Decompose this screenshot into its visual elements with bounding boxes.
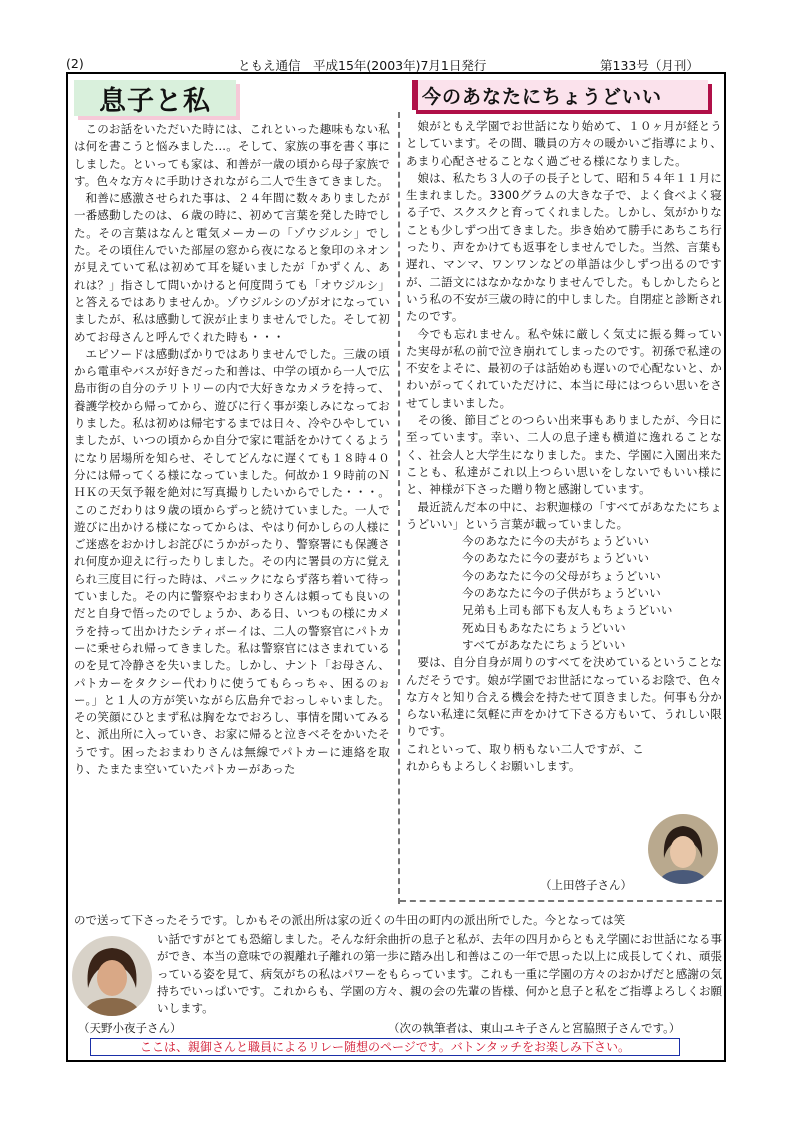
right-paragraph: 娘は、私たち３人の子の長子として、昭和５４年１１月に生まれました。3300グラムの大きな子で、よく食べよく寝る子で、スクスクと育ってくれました。しかし、気がかりなことも少しずつ出てきました。歩き始めて勝手にあちこち行ったり、声をかけても返事をしませんでした。当然、言葉も遅れ、マンマ、ワンワンなどの単語は少しずつ出るのですが、二語文にはなかなかなりませんでした。もしかしたらという私の不安が三歳の時に的中しました。自閉症と診断されたのです。 [406,170,722,324]
left-article-continuation: ので送って下さったそうです。しかもその派出所は家の近くの牛田の町内の派出所でした。今となっては笑 [74,913,626,927]
left-author: （天野小夜子さん） [78,1021,182,1035]
left-article-continuation-indented: い話ですがとても恐縮しました。そんな紆余曲折の息子と私が、去年の四月からともえ学園にお世話になる事ができ、本当の意味での親離れ子離れの第一歩に踏み出し和善はこの一年で思った以上に成長してくれ、頑張っている姿を見て、病気がちの私はパワーをもらっています。これも一重に学園の方々のおかげだと感謝の気持ちでいっぱいです。これからも、学園の方々、親の会の先輩の皆様、何かと息子と私をご指導よろしくお願いします。 [157,932,722,1016]
poem-line: 今のあなたに今の妻がちょうどいい [462,551,650,566]
poem-line: 今のあなたに今の子供がちょうどいい [462,586,661,601]
left-article-body [74,121,390,778]
left-article-title: 息子と私 [74,80,236,116]
poem-line: 今のあなたに今の夫がちょうどいい [462,534,650,549]
right-paragraph: その後、節目ごとのつらい出来事もありましたが、今日に至っています。幸い、二人の息子達も横道に逸れることなく、社会人と大学生になりました。また、学園に入園出来たことも、私達がこれ以上つらい思いをしないでもいい様にと、神様が下さった贈り物と感謝しています。 [406,413,722,497]
author-photo [72,936,152,1016]
poem-line: 死ぬ日もあなたにちょうどいい [462,620,626,635]
left-paragraph: このお話をいただいた時には、これといった趣味もない私は何を書こうと悩みました…。そして、家族の事を書く事にしました。といっても家は、和善が一歳の頃から母子家族です。色々な方々に手助けされながら二人で生きてきました。 [74,122,390,188]
author-photo [648,814,718,884]
right-closing: これといって、取り柄もない二人ですが、これからもよろしくお願いします。 [406,741,644,773]
left-paragraph: 和善に感激させられた事は、２４年間に数々ありましたが一番感動したのは、６歳の時に、初めて言葉を発した時でした。その言葉はなんと電気メーカーの「ゾウジルシ」でした。その頃住んでいた部屋の窓から夜になると象印のネオンが見えていて私は初めて耳を疑いましたが「かずくん、あれは？」指さして問いかけると何度問うても「オウジルシ」と答えるではありませんか。ゾウジルシのゾがオになっていましたが、私は感動して涙が止まりませんでした。そして初めてお母さんと呼んでくれた時も・・・ [74,191,390,344]
left-paragraph: エピソードは感動ばかりではありませんでした。三歳の頃から電車やバスが好きだった和善は、中学の頃から一人で広島市街の自分のテリトリーの内で大好きなカメラを持って、養護学校から帰ってから、遊びに行く事が楽しみになっておりました。私は初めは帰宅するまでは日々、冷やひやしていましたが、いつの頃からか自分で家に電話をかけてくるようになり居場所を知らせ、そしてどんなに遅くても１８時４０分には帰ってくる様になっていました。何故か１９時前のＮＨＫの天気予報を絶対に写真撮りしたいからでした・・・。このこだわりは９歳の頃からずっと続けていました。一人で遊びに出かける様になってからは、やはり何かしらの人様にご迷惑をおかけしお詫びにうかがったり、警察署にも保護され何度か迎えに行ったりしました。その内に署員の方に覚えられ三度目に行った時は、パニックにならず落ち着いて待っていました。その内に警察やおまわりさんは頼っても良いのだと自身で悟ったのでしょうか、ある日、いつもの様にカメラを持って出かけたシティボーイは、二人の警察官にパトカーに乗せられ帰ってきました。私は警察官にはさまれているのを見て冷静さを失いました。しかし、ナント「お母さん、パトカーをタクシー代わりに使うてもらっちゃ、困るのぉー。」と１人の方が笑いながら広島弁でおっしゃいました。その笑顔にひとまず私は胸をなでおろし、事情を聞いてみると、派出所に入っていき、お家に帰ると泣きべそをかいたそうです。困ったおまわりさんは無線でパトカーに連絡を取り、たまたま空いていたパトカーがあった [74,346,391,776]
right-paragraph: 要は、自分自身が周りのすべてを決めているということなんだそうです。娘が学園でお世話になっているお陰で、色々な方々と知り合える機会を持たせて頂きました。何事も分からない私達に気軽に声をかけて下さる方もいて、うれしい限りです。 [406,655,722,739]
poem-line: すべてがあなたにちょうどいい [462,637,626,652]
relay-essay-note: ここは、親御さんと職員によるリレー随想のページです。バトンタッチをお楽しみ下さい。 [90,1038,680,1056]
right-paragraph: 今でも忘れません。私や妹に厳しく気丈に振る舞っていた実母が私の前で泣き崩れてしまったのです。初孫で私達の不安をよそに、最初の子は話始めも遅いので心配ないと、かわいがってくれていただけに、本当に母にはつらい思いをさせてしまいました。 [406,326,722,410]
newsletter-date-line: ともえ通信 平成15年(2003年)7月1日発行 [238,58,487,73]
poem-line: 今のあなたに今の父母がちょうどいい [462,568,661,583]
issue-number: 第133号（月刊） [600,58,699,73]
right-column-bottom-divider [400,900,722,902]
page-number: (2) [66,56,84,71]
right-author: （上田啓子さん） [540,878,632,892]
right-article-body [406,118,722,775]
column-divider [398,112,400,904]
right-article-title: 今のあなたにちょうどいい [412,80,708,110]
next-writers-note: （次の執筆者は、東山ユキ子さんと宮脇照子さんです。） [388,1021,681,1035]
right-paragraph: 最近読んだ本の中に、お釈迦様の「すべてがあなたにちょうどいい」という言葉が載っていました。 [406,499,722,531]
poem [406,533,722,654]
poem-line: 兄弟も上司も部下も友人もちょうどいい [462,603,673,618]
right-paragraph: 娘がともえ学園でお世話になり始めて、１０ヶ月が経とうとしています。その間、職員の方々の暖かいご指導により、あまり心配させることなく過ごせる様になりました。 [406,119,722,168]
